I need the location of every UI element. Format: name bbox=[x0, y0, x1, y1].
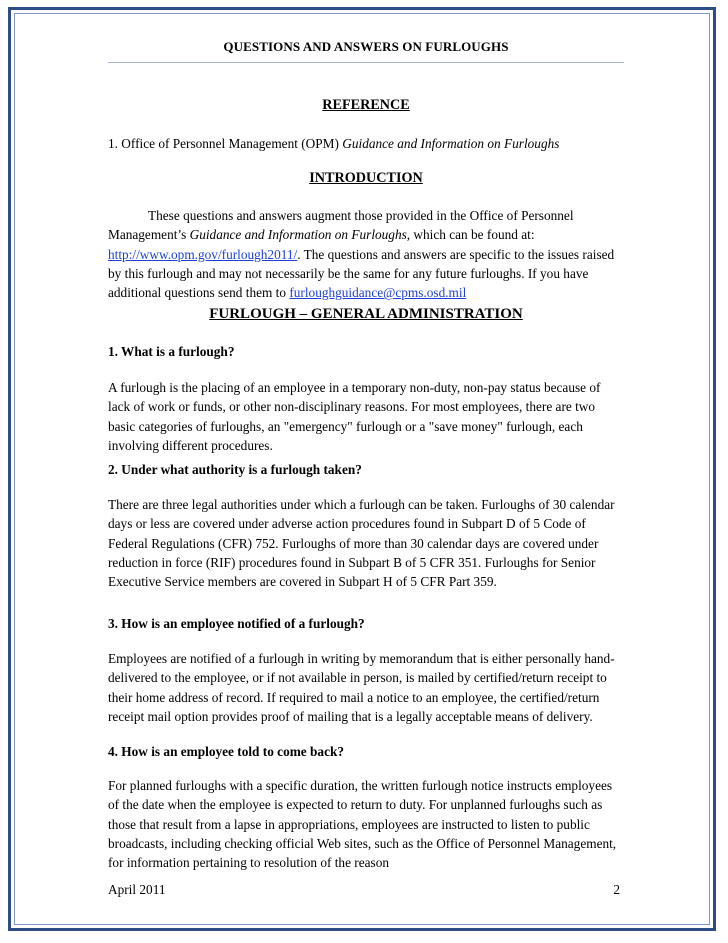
reference-item-text: 1. Office of Personnel Management (OPM) bbox=[108, 136, 343, 151]
intro-text-3: . The questions and answers are specific to the issues raised by this furlough and may not necessarily be the same for any future furloughs. If you have additional questions send them to bbox=[108, 246, 615, 301]
reference-item-title: Guidance and Information on Furloughs bbox=[342, 136, 560, 151]
question-1: 1. What is a furlough? bbox=[108, 344, 235, 359]
question-4-number: 4 bbox=[108, 744, 115, 759]
footer-page-number: 2 bbox=[613, 882, 620, 897]
question-4 bbox=[108, 742, 624, 761]
answer-2: There are three legal authorities under which a furlough can be taken. Furloughs of 30 calendar days or less are covered under adverse action procedures found in Subpart D of 5 Code of Federal Regulations (CFR) 752. Furloughs of more than 30 calendar days are covered under reduction in force (RIF) procedures found in Subpart B of 5 CFR 351. Furloughs for Senior Executive Service members are covered in Subpart H of 5 CFR Part 359. bbox=[108, 497, 615, 590]
header-divider bbox=[108, 62, 624, 63]
intro-text-2: , which can be found at: bbox=[406, 227, 535, 243]
question-3: 3. How is an employee notified of a furlough? bbox=[108, 616, 365, 631]
question-2: 2. Under what authority is a furlough taken? bbox=[108, 462, 362, 477]
footer-date: April 2011 bbox=[108, 882, 166, 897]
answer-3: Employees are notified of a furlough in writing by memorandum that is either personally hand-delivered to the employee, or if not available in person, is mailed by certified/return receipt to their home address of record. If required to mail a notice to an employee, the certified/return receipt mail option provides proof of mailing that is a legally acceptable means of delivery. bbox=[108, 651, 615, 724]
intro-guidance-title: Guidance and Information on Furloughs bbox=[189, 227, 407, 243]
reference-item bbox=[108, 134, 624, 153]
opm-furlough-link[interactable]: http://www.opm.gov/furlough2011/ bbox=[108, 246, 298, 262]
reference-heading: REFERENCE bbox=[322, 97, 410, 113]
introduction-heading: INTRODUCTION bbox=[309, 170, 423, 186]
answer-1: A furlough is the placing of an employee in a temporary non-duty, non-pay status because of lack of work or funds, or other non-disciplinary reasons. For most employees, there are two basic categories of furloughs, an "emergency" furlough or a "save money" furlough, each involving different procedures. bbox=[108, 380, 601, 453]
page-header-title: QUESTIONS AND ANSWERS ON FURLOUGHS bbox=[223, 39, 509, 54]
question-4-text: . How is an employee told to come back? bbox=[114, 744, 345, 759]
introduction-paragraph bbox=[108, 206, 624, 302]
furlough-guidance-email-link[interactable]: furloughguidance@cpms.osd.mil bbox=[289, 285, 467, 301]
general-administration-heading: FURLOUGH – GENERAL ADMINISTRATION bbox=[209, 306, 523, 322]
answer-4: For planned furloughs with a specific duration, the written furlough notice instructs employees of the date when the employee is expected to return to duty. For unplanned furloughs such as those that result from a lapse in appropriations, employees are instructed to listen to public broadcasts, including checking official Web sites, such as the Office of Personnel Management, for information pertaining to resolution of the reason bbox=[108, 778, 617, 871]
intro-text-1: These questions and answers augment those provided in the Office of Personnel Management’s bbox=[108, 208, 574, 243]
